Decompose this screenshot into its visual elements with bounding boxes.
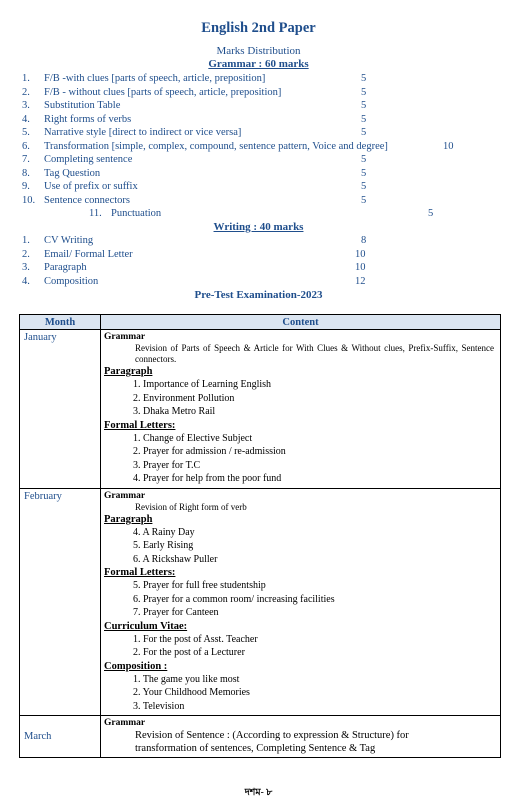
list-item: 5. Early Rising [133,540,194,551]
grammar-number: 4. [22,114,30,125]
grammar-number: 1. [22,73,30,84]
list-item: 3. Dhaka Metro Rail [133,406,216,417]
grammar-number: 8. [22,168,30,179]
writing-number: 1. [22,235,30,246]
grammar-marks: 5 [361,195,367,206]
list-item: 1. For the post of Asst. Teacher [133,633,258,645]
content-march [101,716,501,758]
grammar-item-text: Narrative style [direct to indirect or vice versa] [44,127,242,138]
grammar-marks: 5 [361,100,367,111]
pretest-heading: Pre-Test Examination-2023 [194,289,323,301]
grammar-item-text: Right forms of verbs [44,114,132,125]
march-grammar-line: Revision of Sentence : (According to expression & Structure) for [135,730,409,741]
month-january: January [20,330,101,489]
grammar-number: 6. [22,141,30,152]
table-header-row [20,315,501,330]
grammar-number: 7. [22,154,30,165]
grammar-item-text: Substitution Table [44,100,121,111]
list-item: 4. A Rainy Day [133,526,195,538]
writing-heading: Writing : 40 marks [213,221,304,233]
writing-item-text: Composition [44,276,99,287]
january-grammar-text: Revision of Parts of Speech & Article for With Clues & Without clues, Prefix-Suffix, Sentence connectors. [135,343,494,364]
writing-item-text: Paragraph [44,262,87,273]
table-row-january [20,330,501,489]
list-item: 2. For the post of a Lecturer [133,647,245,658]
grammar-number: 10. [22,195,36,206]
grammar-marks: 10 [443,141,454,152]
grammar-number: 11. [89,208,102,219]
grammar-marks: 5 [361,114,367,125]
grammar-marks: 5 [361,181,367,192]
list-item: 2. Environment Pollution [133,392,235,404]
grammar-marks: 5 [428,208,434,219]
writing-number: 2. [22,249,30,260]
list-item: 3. Television [133,700,185,712]
grammar-marks: 5 [361,168,367,179]
grammar-marks: 5 [361,87,367,98]
list-item: 6. Prayer for a common room/ increasing facilities [133,593,335,605]
grammar-marks: 5 [361,127,367,138]
grammar-number: 3. [22,100,30,111]
grammar-item-text: Transformation [simple, complex, compound, sentence pattern, Voice and degree] [44,141,388,152]
month-february: February [20,488,101,716]
content-january [101,330,501,489]
list-item: 6. A Rickshaw Puller [133,553,218,565]
february-composition-label: Composition : [104,660,168,672]
grammar-item-text: Completing sentence [44,154,133,165]
january-grammar-label: Grammar [104,332,146,342]
list-item: 1. Importance of Learning English [133,379,272,390]
writing-marks: 8 [361,235,367,246]
table-row-march [20,716,501,758]
writing-marks: 12 [355,276,366,287]
list-item: 7. Prayer for Canteen [133,607,219,618]
grammar-number: 2. [22,87,30,98]
list-item: 1. The game you like most [133,673,240,685]
writing-number: 4. [22,276,30,287]
grammar-marks: 5 [361,73,367,84]
february-letters-label: Formal Letters: [104,567,176,578]
month-header: Month [20,315,101,330]
list-item: 1. Change of Elective Subject [133,432,253,444]
grammar-number: 5. [22,127,30,138]
grammar-item-text: Sentence connectors [44,195,131,206]
list-item: 4. Prayer for help from the poor fund [133,473,282,484]
writing-number: 3. [22,262,30,273]
writing-marks: 10 [355,262,366,273]
page-title: English 2nd Paper [201,20,316,36]
february-grammar-text: Revision of Right form of verb [135,501,247,512]
marks-distribution-label: Marks Distribution [216,45,301,57]
content-february [101,488,501,716]
list-item: 5. Prayer for full free studentship [133,580,266,591]
syllabus-table [19,314,501,758]
grammar-item-text: F/B -with clues [parts of speech, article, preposition] [44,73,266,84]
grammar-item-text: Tag Question [44,168,101,179]
grammar-marks: 5 [361,154,367,165]
march-grammar-line: transformation of sentences, Completing Sentence & Tag [135,743,376,754]
february-cv-label: Curriculum Vitae: [104,620,188,632]
grammar-item-text: Punctuation [111,208,162,219]
writing-item-text: Email/ Formal Letter [44,249,133,260]
february-grammar-label: Grammar [104,490,146,501]
grammar-number: 9. [22,181,30,192]
january-paragraph-label: Paragraph [104,366,153,377]
month-march: March [20,716,101,758]
list-item: 2. Your Childhood Memories [133,687,250,698]
grammar-item-text: Use of prefix or suffix [44,181,138,192]
grammar-item-text: F/B - without clues [parts of speech, article, preposition] [44,87,282,98]
list-item: 3. Prayer for T.C [133,459,201,471]
table-row-february [20,488,501,716]
february-paragraph-label: Paragraph [104,513,153,525]
writing-marks: 10 [355,249,366,260]
content-header: Content [101,315,501,330]
grammar-heading: Grammar : 60 marks [208,58,309,70]
january-letters-label: Formal Letters: [104,419,176,431]
writing-item-text: CV Writing [44,235,94,246]
list-item: 2. Prayer for admission / re-admission [133,446,286,457]
page-footer: দশম- ৮ [244,788,273,798]
march-grammar-label: Grammar [104,718,146,728]
